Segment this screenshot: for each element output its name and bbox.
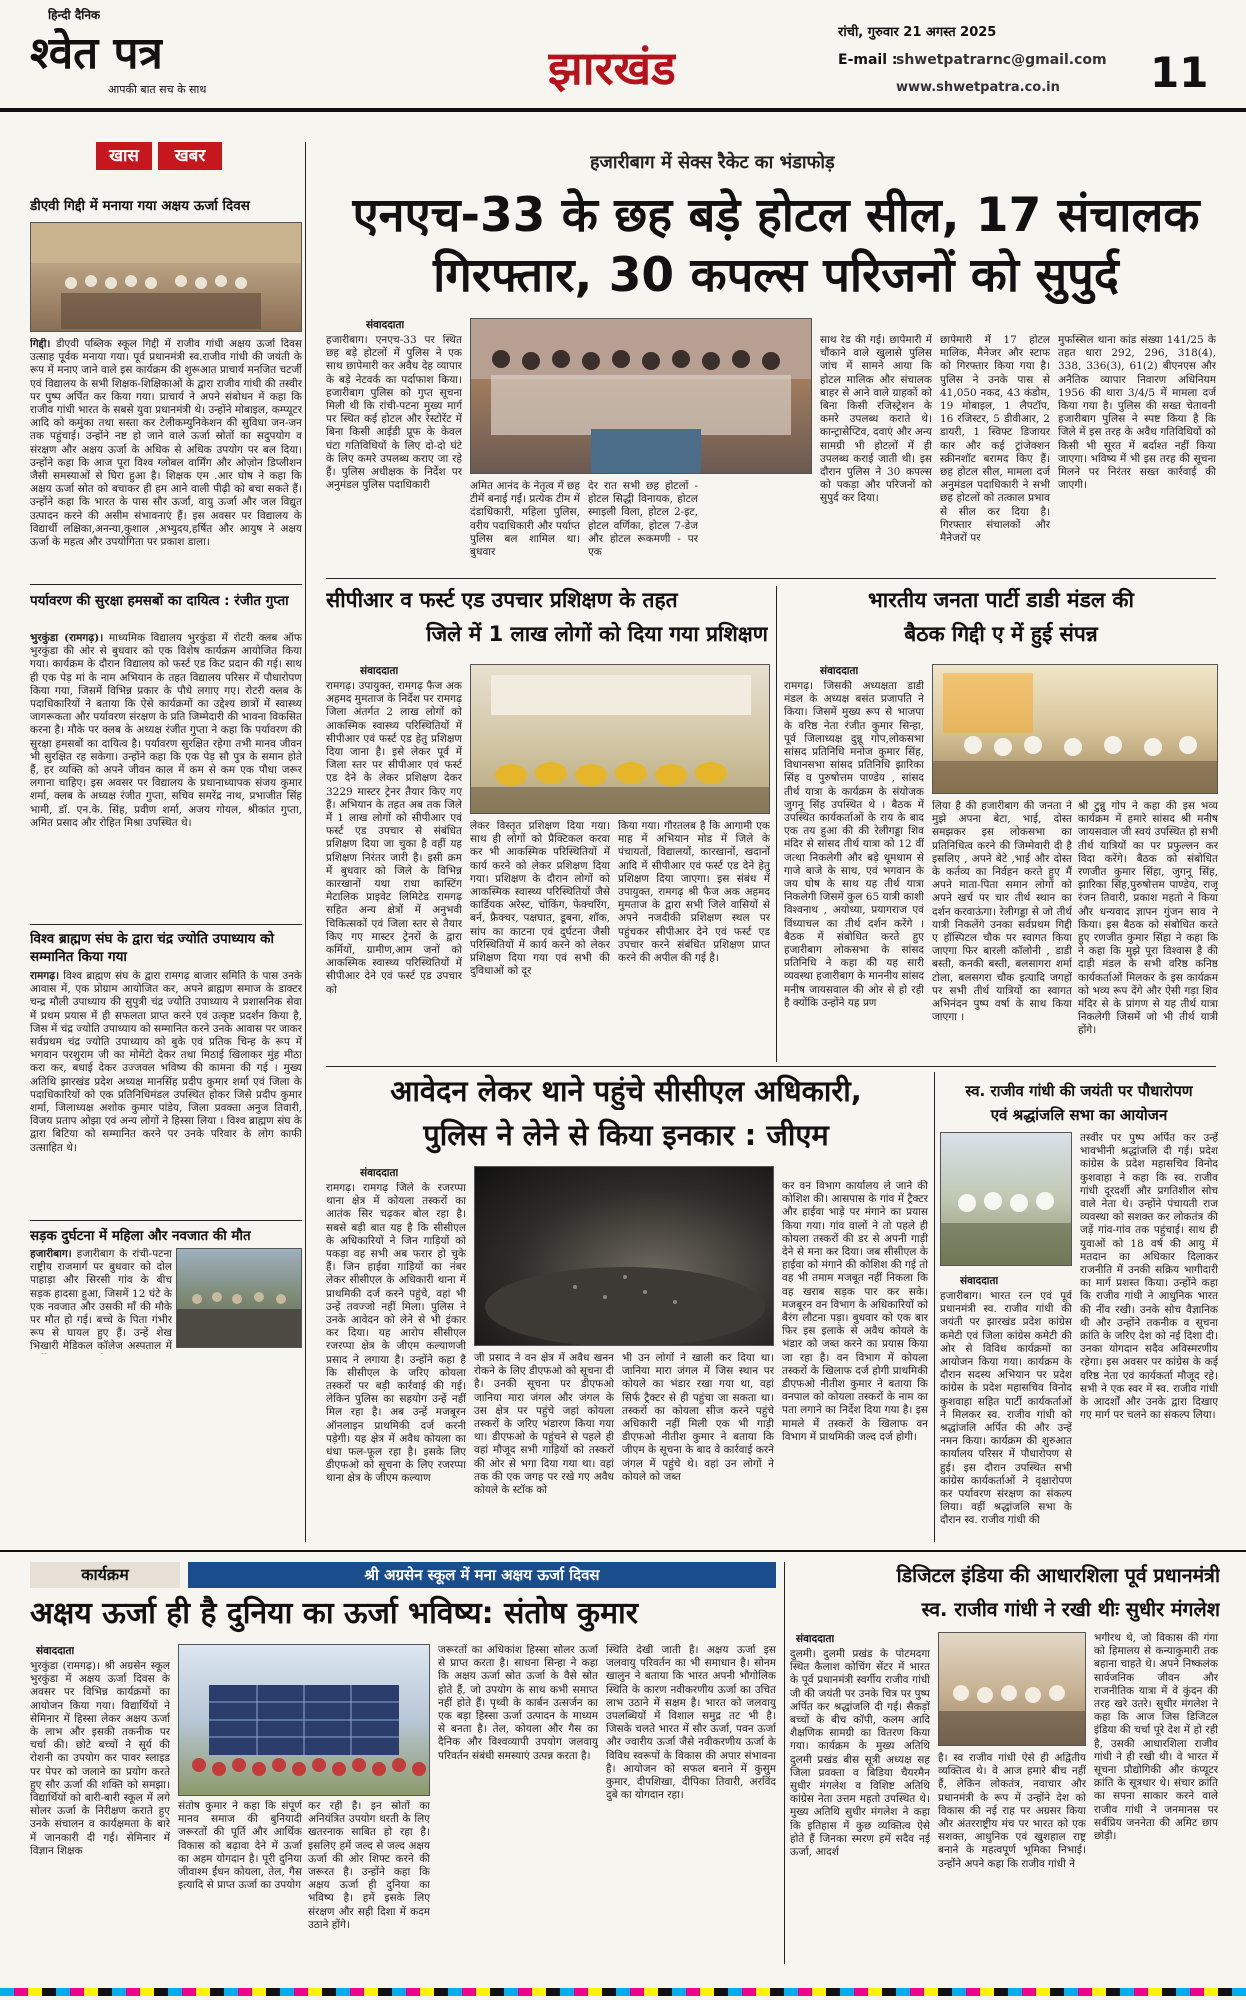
story2-dateline: भुरकुंडा (रामगढ़)। — [30, 632, 104, 644]
coaching-photo — [938, 1632, 1086, 1746]
main-story-col6: मुफस्सिल थाना कांड संख्या 141/25 के तहत धारा 292, 296, 318(4), 338, 336(3), 61(2) बीएनएस और अनैतिक व्यापार निवारण अधिनियम 1956 की धारा 3/4/5 में मामला दर्ज किया गया है। पुलिस की सख्त चेतावनी हजारीबाग पुलिस ने स्पष्ट किया है कि जिले में इस तरह के अवैध गतिविधियों को किसी भी सूरत में बर्दाश्त नहीं किया जाएगा। भविष्य में भी इस तरह की सूचना मिलने पर निरंतर सख्त कार्रवाई की जाएगी। — [1058, 334, 1216, 492]
rajiv-col-right: तस्वीर पर पुष्प अर्पित कर उन्हें भावभीनी श्रद्धांजलि दी गई। प्रदेश कांग्रेस के प्रदेश महासचिव विनोद कुशवाहा ने कहा कि स्व. राजीव गांधी दूरदर्शी और प्रगतिशील सोच वाले नेता थे। उन्होंने पंचायती राज व्यवस्था को सशक्त कर लोकतंत्र की जड़ें गांव-गांव तक पहुंचाई। साथ ही युवाओं को 18 वर्ष की आयु में मतदान का अधिकार दिलाकर राजनीति में उनकी सक्रिय भागीदारी का मार्ग प्रशस्त किया। उन्होंने कहा कि राजीव गांधी ने आधुनिक भारत की नींव रखी। उनके सोच वैज्ञानिक थी और उन्होंने तकनीक व सूचना क्रांति के जरिए देश को नई दिशा दी। उनका योगदान सदैव अविस्मरणीय रहेगा। इस अवसर पर कांग्रेस के कई वरिष्ठ नेता एवं कार्यकर्ता मौजूद रहे। सभी ने एक स्वर में स्व. राजीव गांधी के आदर्शों और उनके द्वारा दिखाए गए मार्ग पर चलने का संकल्प लिया। — [1080, 1132, 1218, 1422]
story1-body — [30, 338, 302, 576]
masthead-label: हिन्दी दैनिक — [48, 8, 101, 22]
bottom-left-col3: कर रही है। इन स्रोतों का अनियंत्रित उपयोग धरती के लिए खतरनाक साबित हो रहा है। इसलिए हमें जल्द से जल्द अक्षय ऊर्जा की ओर शिफ्ट करने की जरूरत है। उन्होंने कहा कि अक्षय ऊर्जा ही दुनिया का भविष्य है। हमें इसके लिए संरक्षण और सही दिशा में कदम उठाने होंगे। — [308, 1800, 430, 1931]
paper-name: श्वेत पत्र — [30, 28, 163, 79]
story3-text: विश्व ब्राह्मण संघ के द्वारा रामगढ़ बाजार समिति के पास उनके आवास में, एक प्रोग्राम आयोजित कर, अपने ब्राह्मण समाज के डाक्टर चन्द्र मौली उपाध्याय की सुपुत्री चंद्र ज्योति उपाध्याय ने प्रशासनिक सेवा में प्रथम प्रयास में ही सफलता प्राप्त करने एवं उत्कृष्ट प्रदर्शन किया है, जिस में चंद्र ज्योति उपाध्याय को सम्मानित करने उनके आवास पर जाकर सर्वप्रथम चंद्र ज्योति उपाध्याय को बुके एवं प्रतिक चिन्ह के रूप में भगवान परशुराम जी का मोमेंटो देकर तथा मिठाई खिलाकर मुंह मीठा करा कर, बधाई देकर उज्जवल भविष्य की कामना की गई । मुख्य अतिथि झारखंड प्रदेश अध्यक्ष मानसिंह प्रदीप कुमार शर्मा एवं जिला के पदाधिकारियों को एक प्रतिनिधिमंडल उपस्थित होकर जिसे प्रदीप कुमार शर्मा, जिलाध्यक्ष अशोक कुमार पांडेय, जिला प्रवक्ता अनुज तिवारी, विजय प्रताप ओझा एवं अन्य लोगों ने हिस्सा लिया । विश्व ब्राह्मण संघ के द्वारा बिटिया को सम्मानित करने पर उनके परिवार के लोग काफी उत्साहित थे। — [30, 970, 302, 1154]
email-label: E-mail : — [838, 52, 898, 68]
bjp-col3: श्री टुन्नु गोप ने कहा की इस भव्य कार्यक्रम में हमारे सांसद श्री मनीष जायसवाल जी स्वयं उपस्थित हो सभी तीर्थ यात्रियों का पर प्रफुल्लन कर विदा करेंगे। बैठक को संबोधित रणजीत कुमार सिंहा, जुगनू सिंह, झारिका सिंह,पुरुषोत्तम पाण्डेय, राजू रंजन तिवारी, प्रकाश महतो ने किया और धन्यवाद ज्ञापन गुंजन साव ने किया। इस बैठक को संबोधित करते हुए रणजीत कुमार सिंहा ने कहा कि ने कहा कि मुझे पूरा विश्वास है की दाड़ी मंडल के सभी वरिष्ठ कनिष्ठ कार्यकर्ताओं मिलकर के इस कार्यक्रम को भव्य रूप देंगे और ऐसी गड़ा शिव मंदिर से के प्रांगण से यह तीर्थ यात्रा निकलेगी जिसमें जो भी तीर्थ यात्री होंगे। — [1078, 800, 1218, 1037]
ccl-byline: संवाददाता — [360, 1167, 399, 1179]
story1-headline: डीएवी गिद्दी में मनाया गया अक्षय ऊर्जा दिवस — [30, 198, 250, 214]
solar-photo — [178, 1644, 430, 1796]
masthead-divider — [0, 108, 1246, 112]
story3-body — [30, 970, 302, 1216]
color-registration-strip — [0, 1980, 1246, 2000]
main-story-photo — [470, 318, 812, 474]
ccl-col4: कर वन विभाग कार्यालय ले जाने की कोशिश की। आसपास के गांव में ट्रैक्टर और हाईवा भाड़े पर मंगाने का प्रयास किया गया। गांव वालों ने तो पहले ही कोयला तस्करों की डर से अपनी गाड़ी देने से मना कर दिया। जब सीसीएल के हाईवा को मंगाने की कोशिश की गई तो वह भी तमाम मजबूत नहीं निकला कि वह खराब सड़क पार कर सके। मजबूरन वन विभाग के अधिकारियों को बैरंग लौटना पड़ा। बुधवार को एक बार फिर इस इलाके से अवैध कोयले के भंडार को जब्त करने का प्रयास किया जा रहा है। वन विभाग में कोयला तस्करों के खिलाफ दर्ज होगी प्राथमिकी डीएफओ नीतीश कुमार ने बताया कि वनपाल को कोयला तस्करों के नाम का पता लगाने का निर्देश दिया गया है। इस मामले में तस्करों के खिलाफ वन विभाग में प्राथमिकी जल्द दर्ज होगी। — [782, 1180, 928, 1443]
mid-rule — [326, 1066, 1216, 1067]
bottom-left-col5: स्थिति देखी जाती है। अक्षय ऊर्जा इस जलवायु परिवर्तन का भी समाधान है। सोनम खालुन ने बताया कि भारत अपनी भौगोलिक स्थिति के कारण नवीकरणीय ऊर्जा का उचित लाभ उठाने में सक्षम है। भारत को जलवायु उपलब्धियों में विशाल समुद्र तट भी है। जिसके चलते भारत में सौर ऊर्जा, पवन ऊर्जा और ज्वारीय ऊर्जा जैसे नवीकरणीय ऊर्जा के विविध स्वरूपों के विकास की अपार संभावना है। आयोजन को सफल बनाने में कुसुम कुमार, दीपशिखा, दीपिका तिवारी, अरविंद दुबे का योगदान रहा। — [606, 1644, 776, 1802]
bjp-headline-line1: भारतीय जनता पार्टी डाडी मंडल की — [868, 588, 1134, 612]
coaching-centre-image — [939, 1633, 1086, 1746]
ccl-headline-line2: पुलिस ने लेने से किया इनकार : जीएम — [423, 1118, 829, 1152]
bjp-meeting-image — [933, 665, 1218, 794]
school-event-image — [31, 223, 302, 332]
story2-text: माध्यमिक विद्यालय भुरकुंडा में रोटरी क्लब ऑफ भुरकुंडा की ओर से बुधवार को एक विशेष कार्यक्रम आयोजित किया गया। कार्यक्रम के दौरान विद्यालय को फर्स्ट एड किट प्रदान की गई। साथ ही एक पेड़ मां के नाम अभियान के तहत विद्यालय परिसर में पौधारोपण किया गया, जिसमें विभिन्न प्रकार के पौधे लगाए गए। रोटरी क्लब के पदाधिकारियों ने बताया कि ऐसे कार्यक्रमों का उद्देश्य छात्रों में स्वास्थ्य जागरूकता और पर्यावरण संरक्षण के प्रति जिम्मेदारी की भावना विकसित करना है। मौके पर क्लब के अध्यक्ष रंजीत गुप्ता ने कहा कि पर्यावरण की सुरक्षा हमसबों का दायित्व है। पर्यावरण सुरक्षित रहेगा तभी मानव जीवन भी सुरक्षित रह सकेगा। उन्होंने कहा कि एक पेड़ सौ पुत्र के समान होते हैं, हर व्यक्ति को अपने जीवन काल में कम से कम एक पौधा जरूर लगाना चाहिए। इस अवसर पर विद्यालय के प्रधानाध्यापक संजय कुमार शर्मा, क्लब के अध्यक्ष रंजीत गुप्ता, सचिव समरेंद्र नाथ, प्रभाजीत सिंह भामी, डॉ. एन.के. सिंह, प्रवीण शर्मा, अजय गोयल, श्रीकांत गुप्ता, अमित प्रसाद और रोहित मिश्रा उपस्थित थे। — [30, 632, 302, 829]
bottom-right-headline-line2: स्व. राजीव गांधी ने रखी थीः सुधीर मंगलेश — [921, 1598, 1220, 1621]
cpr-headline-line2: जिले में 1 लाख लोगों को दिया गया प्रशिक्षण — [426, 622, 768, 646]
main-story-headline-line2: गिरफ्तार, 30 कपल्स परिजनों को सुपुर्द — [433, 248, 1119, 303]
arrested-group-image — [471, 319, 812, 474]
tribute-ceremony-image — [941, 1133, 1072, 1266]
cpr-col1: रामगढ़। उपायुक्त, रामगढ़ फैज अक अहमद मुमताज के निर्देश पर रामगढ़ जिला अंतर्गत 2 लाख लोगों को आकस्मिक स्वास्थ्य परिस्थितियों में सीपीआर एवं फर्स्ट एड हेतु प्रशिक्षण दिया जाना है। इसे लेकर पूर्व में जिला स्तर पर सीपीआर एवं फर्स्ट एड देने के लेकर प्रशिक्षण देकर 3229 मास्टर ट्रेनर तैयार किए गए हैं। अभियान के तहत अब तक जिले में 1 लाख लोगों को सीपीआर एवं फर्स्ट एड उपचार से संबंधित प्रशिक्षण दिया जा चुका है वहीं यह प्रशिक्षण निरंतर जारी है। इसी क्रम में बुधवार को जिले के विभिन्न कारखानों यथा राधा कास्टिंग मेटालिक प्राइवेट लिमिटेड रामगढ़ सहित अन्य क्षेत्रों में अनुभवी चिकित्सकों एवं जिला स्तर से तैयार किए गए मास्टर ट्रेनरों के द्वारा कर्मियों, ग्रामीण,आम जनों को आकस्मिक स्वास्थ्य परिस्थितियों में सीपीआर देने एवं फर्स्ट एड उपचार को — [326, 680, 462, 996]
story4-body-left — [30, 1248, 172, 1354]
story4-headline: सड़क दुर्घटना में महिला और नवजात की मौत — [30, 1228, 251, 1244]
dateline: रांची, गुरुवार 21 अगस्त 2025 — [838, 25, 997, 40]
story2-headline: पर्यावरण की सुरक्षा हमसबों का दायित्व : रंजीत गुप्ता — [30, 593, 289, 609]
left-divider-3 — [30, 1220, 302, 1221]
bottom-right-col1: दुलमी। दुलमी प्रखंड के पोटमदगा स्थित कैलाश कोचिंग सेंटर में भारत के पूर्व प्रधानमंत्री स्वर्गीय राजीव गांधी जी की जयंती पर उनके चित्र पर पुष्प अर्पित कर श्रद्धांजलि दी गई। सैकड़ों बच्चों के बीच कॉपी, कलम आदि शैक्षणिक सामग्री का वितरण किया गया। कार्यक्रम के मुख्य अतिथि दुलमी प्रखंड बीस सूत्री अध्यक्ष सह जिला प्रवक्ता व बिडिया चैयरमैन सुधीर मंगलेश व विशिष्ट अतिथि कांग्रेस नेता उत्तम महतो उपस्थित थे। मुख्य अतिथि सुधीर मंगलेश ने कहा कि इतिहास में कुछ व्यक्तित्व ऐसे होते हैं जिनका स्मरण हमें सदैव नई ऊर्जा, आदर्श — [790, 1648, 930, 1859]
rajiv-headline-line1: स्व. राजीव गांधी की जयंती पर पौधारोपण — [965, 1082, 1193, 1100]
main-story-byline: संवाददाता — [366, 319, 405, 331]
cpr-col2: लेकर विस्तृत प्रशिक्षण दिया गया। साथ ही लोगों को प्रैक्टिकल करवा कर भी आकस्मिक परिस्थितियों में कार्य करने को लेकर प्रशिक्षण दिया गया। प्रशिक्षण के दौरान लोगों को आकस्मिक स्वास्थ्य परिस्थितियों जैसे कार्डियक अरेस्ट, चोकिंग, फेक्चरिंग, बर्न, फ्रैक्चर, पक्षघात, डूबना, शॉक, सांप का काटना एवं दुर्घटना जैसी परिस्थितियों में कार्य करने को लेकर प्रशिक्षण दिया गया एवं सभी की दुविधाओं को दूर — [470, 820, 610, 978]
khas-label: खास — [96, 142, 152, 170]
bottom-divider — [784, 1562, 785, 1964]
coal-stockpile-image — [475, 1167, 774, 1346]
main-story-kicker: हजारीबाग में सेक्स रैकेट का भंडाफोड़ — [590, 152, 835, 173]
ccl-col3: भी उन लोगों ने खाली कर दिया था। जानिया मारा जंगल में जिस स्थान पर कोयले का भंडार रखा गया था, वहां सिर्फ ट्रैक्टर से ही पहुंचा जा सकता था। तस्करों का कोयला सीज करने पहुंचे अधिकारी नहीं मिली एक भी गाड़ी डीएफओ नीतीश कुमार ने बताया कि जीएम के सूचना के बाद वे कार्रवाई करने जंगल में पहुंचे थे। वहां उन लोगों ने कोयले को जब्त — [622, 1352, 774, 1483]
bjp-byline: संवाददाता — [820, 665, 859, 677]
karyakram-tag: कार्यक्रम — [30, 1562, 180, 1588]
khas-khabar-tag — [96, 142, 228, 170]
website-link[interactable]: www.shwetpatra.co.in — [896, 80, 1060, 95]
main-story-bottom-rule — [326, 578, 1216, 579]
cpr-byline: संवाददाता — [360, 665, 399, 677]
left-divider-1 — [30, 584, 302, 585]
story4-photo — [176, 1248, 302, 1348]
page-number: 11 — [1150, 48, 1209, 97]
story1-photo — [30, 222, 302, 332]
bottom-section-rule — [0, 1550, 1246, 1552]
bottom-right-col3: भगीरथ थे, जो विकास की गंगा को हिमालय से कन्याकुमारी तक बहाना चाहते थे। अपने निष्कलंक सार्वजनिक जीवन और राजनीतिक यात्रा में वे कुंदन की तरह खरे उतरे। सुधीर मंगलेश ने कहा कि आज जिस डिजिटल इंडिया की चर्चा पूरे देश में हो रही है, उसकी आधारशिला राजीव गांधी ने ही रखी थी। वे भारत में सूचना प्रौद्योगिकी और कंप्यूटर क्रांति के सूत्रधार थे। संचार क्रांति का सपना साकार करने वाले राजीव गांधी ने जनमानस पर सर्वप्रिय जननेता की अमिट छाप छोड़ी। — [1094, 1632, 1218, 1843]
rajiv-photo — [940, 1132, 1072, 1266]
bottom-left-col4: जरूरतों का अधिकांश हिस्सा सोलर ऊर्जा से प्राप्त करता है। साधना सिन्हा ने कहा कि अक्षय ऊर्जा स्रोत ऊर्जा के वैसे स्रोत होते हैं, जो उपयोग के साथ कभी समाप्त नहीं होते हैं। पृथ्वी के कार्बन उत्सर्जन का एक बड़ा हिस्सा ऊर्जा उत्पादन के माध्यम से बनता है। तेल, कोयला और गैस का दैनिक और विश्वव्यापी उपयोग जलवायु परिवर्तन संबंधी समस्याएं उत्पन्न करता है। — [438, 1644, 598, 1762]
bottom-left-headline: अक्षय ऊर्जा ही है दुनिया का ऊर्जा भविष्य: संतोष कुमार — [30, 1596, 639, 1631]
left-column-divider — [305, 142, 306, 1542]
main-story-headline-line1: एनएच-33 के छह बड़े होटल सील, 17 संचालक — [352, 188, 1200, 243]
cpr-col3: किया गया। गौरतलब है कि आगामी एक माह में अभियान मोड में जिले के पंचायतों, विद्यालयों, कारखानों, खदानों आदि में सीपीआर एवं फर्स्ट एड देने हेतु प्रशिक्षण दिया जाएगा। इस संबंध में उपायुक्त, रामगढ़ श्री फैज अक अहमद मुमताज के द्वारा सभी जिले वासियों से अपने नजदीकी प्रशिक्षण स्थल पर पहुंचकर सीपीआर देने एवं फर्स्ट एड उपचार करने संबंधित प्रशिक्षण प्राप्त करने की अपील की गई है। — [618, 820, 770, 965]
cpr-bjp-divider — [776, 586, 777, 1062]
masthead — [0, 0, 1246, 112]
story1-text: डीएवी पब्लिक स्कूल गिद्दी में राजीव गांधी अक्षय ऊर्जा दिवस उत्साह पूर्वक मनाया गया। पूर्व प्रधानमंत्री स्व.राजीव गांधी की जयंती के रूप में मनाए जाने वाले इस कार्यक्रम की शुरूआत प्राचार्य मनजित चटर्जी एवं विद्यालय के सभी शिक्षक-शिक्षिकाओं के द्वारा राजीव गांधी की तस्वीर पर पुष्प अर्पित कर किया गया। प्राचार्य ने अपने संबोधन में कहा कि राजीव गांधी भारत के सबसे युवा प्रधानमंत्री थे। उन्होंने मोबाइल, कम्प्यूटर आदि को कमुंका तथा सस्ता कर टेलीकम्युनिकेशन की सुविधा जन-जन तक पहुंचाई। उन्होंने नष्ट हो जाने वाले ऊर्जा स्रोतों का सदुपयोग व संरक्षण और अक्षय ऊर्जा के अधिक से अधिक उपयोग पर बल दिया। उन्होंने कहा कि आज पूरा विश्व ग्लोबल वार्मिंग और ओज़ोन डिप्लीशन जैसी समस्याओं से घिरा हुआ है। शिक्षक एम .आर घोष ने कहा कि अक्षय ऊर्जा स्रोत को बचाकर ही हम आने वाली पीढ़ी को बचा सकते हैं। उन्होंने कहा कि भारत के पास सौर ऊर्जा, वायु ऊर्जा और जल विद्युत उत्पादन करने की असीम संभावनाएं हैं। इस अवसर पर विद्यालय के विद्यार्थी लक्षिका,अनन्या,कुशाल ,अभ्युदय,हर्षित और आयुष ने अक्षय ऊर्जा के महत्व और उपयोगिता पर प्रकाश डाला। — [30, 338, 302, 549]
bottom-right-headline-line1: डिजिटल इंडिया की आधारशिला पूर्व प्रधानमंत्री — [896, 1564, 1220, 1587]
cpr-training-image — [471, 665, 770, 814]
main-story-col3: देर रात सभी छह होटलों - होटल सिद्धी विनायक, होटल स्माइली विला, होटल 2-इट, होटल वर्णिका, होटल 7-डेज और होटल रूकमणी - पर एक — [588, 480, 698, 559]
story2-body — [30, 632, 302, 920]
ccl-photo — [474, 1166, 774, 1346]
bjp-col2: लिया है की हजारीबाग की जनता ने मुझे अपना बेटा, भाई, दोस्त समझकर इस लोकसभा का प्रतिनिधित्व करने की जिम्मेवारी दी है इसलिए , अपने बेटे ,भाई और दोस्त के कर्तव्य का निर्वहन करते हुए मैं अपने माता-पिता समान लोगों को अपने खर्च पर चार तीर्थ स्थान का दर्शन करवाऊंगा। रेलीगड्डा से जो तीर्थ यात्री निकलेंगे उनका सर्वप्रथम गिद्दी ए हॉस्पिटल चौक पर स्वागत किया जाएगा फिर बारली कॉलोनी , डाडी बस्ती, कनकी बस्ती, बलसागरा शर्मा टोला, बलसगरा चौक इत्यादि जगहों पर सभी तीर्थ यात्रियों का स्वागत अभिनंदन पुष्प वर्षा के साथ किया जाएगा । — [932, 800, 1072, 1024]
ccl-col1: रामगढ़। रामगढ़ जिले के रजरप्पा थाना क्षेत्र में कोयला तस्करों का आतंक सिर चढ़कर बोल रहा है। सबसे बड़ी बात यह है कि सीसीएल के अधिकारियों ने जिन गाड़ियों को पकड़ा वह सभी अब फरार हो चुके हैं। जिन हाईवा गाड़ियों का नंबर लेकर सीसीएल के अधिकारी थाना में प्राथमिकी दर्ज करने पहुंचे, वहां भी उन्हें तवज्जो नहीं मिला। पुलिस ने उनके आवेदन को लेने से भी इंकार कर दिया। यह आरोप सीसीएल रजरप्पा क्षेत्र के जीएम कल्याणजी प्रसाद ने लगाया है। उन्होंने कहा है कि सीसीएल के जरिए कोयला तस्करों पर बड़ी कार्रवाई की गई। लेकिन पुलिस का सहयोग उन्हें नहीं मिल रहा है। अब उन्हें मजबूरन ऑनलाइन प्राथमिकी दर्ज करनी पड़ेगी। यह क्षेत्र में अवैध कोयला का धंधा फल-फूल रहा है। इसके लिए डीएफओ को सूचना के लिए रजरप्पा थाना क्षेत्र के जीएम कल्याण — [326, 1182, 466, 1485]
story1-dateline: गिद्दी। — [30, 338, 51, 350]
main-story-col5: छापेमारी में 17 होटल मालिक, मैनेजर और स्टाफ को गिरफ्तार किया गया है। पुलिस ने उनके पास से 41,050 नकद, 43 कंडोम, 19 मोबाइल, 1 लैपटॉप, 16 रजिस्टर, 5 डीवीआर, 2 डायरी, 1 स्विफ्ट डिजायर कार और कई ट्रांजेक्शन स्क्रीनशॉट बरामद किए हैं। छह होटल सील, मामला दर्ज अनुमंडल पदाधिकारी ने सभी छह होटलों को तत्काल प्रभाव से सील कर दिया है। गिरफ्तार संचालकों और मैनेजरों पर — [940, 334, 1050, 545]
ccl-headline-line1: आवेदन लेकर थाने पहुंचे सीसीएल अधिकारी, — [390, 1074, 862, 1108]
ccl-col2: जी प्रसाद ने वन क्षेत्र में अवैध खनन रोकने के लिए डीएफओ को सूचना दी है। उनकी सूचना पर डीएफओ जानिया मारा जंगल और जंगल के उस क्षेत्र पर पहुंचे जहां कोयला तस्करों के जरिए भंडारण किया गया था। डीएफओ के पहुंचने से पहले ही वहां मौजूद सभी गाड़ियों को तस्करों की ओर से भगा दिया गया था। वहां तक की एक जगह पर रखे गए अवैध कोयले के स्टॉक को — [474, 1352, 614, 1497]
bjp-col1: रामगढ़। जिसकी अध्यक्षता डाडी मंडल के अध्यक्ष बसंत प्रजापति ने किया। जिसमें मुख्य रूप से भाजपा के वरिष्ठ नेता रंजीत कुमार सिन्हा, पूर्व जिलाध्यक्ष दुन्नू गोप,लोकसभा सांसद प्रतिनिधि मनोज कुमार सिंह, विधानसभा सांसद प्रतिनिधि झारिका सिंह व पुरुषोत्तम पाण्डेय , सांसद तीर्थ यात्रा के कार्यक्रम के संयोजक जुगनू सिंह उपस्थित थे । बैठक में उपस्थित कार्यकर्ताओं के राय के बाद एक तय हुआ की की रेलीगड्डा शिव मंदिर से सांसद तीर्थ यात्रा को 12 वीं जत्था निकलेगी और बड़े धूमधाम से गाजे बाजे के साथ, एवं भगवान के जय घोष के साथ यह तीर्थ यात्रा निकलेगी जिसमें कुल 65 यात्री काशी विश्वनाथ , अयोध्या, प्रयागराज एवं विंध्याचल का तीर्थ दर्शन करेंगे । बैठक में संबोधित करते हुए हजारीबाग लोकसभा के सांसद प्रतिनिधि ने कहा की यह सारी व्यवस्था हजारीबाग के माननीय सांसद मनीष जायसवाल की ओर से हो रही है क्योंकि उन्होंने यह प्रण — [784, 680, 924, 1009]
bottom-right-col2: है। स्व राजीव गांधी ऐसे ही अद्वितीय व्यक्तित्व थे। वे आज हमारे बीच नहीं हैं, लेकिन लोकतंत्र, नवाचार और प्रधानमंत्री के रूप में उन्होंने देश को विकास की नई राह पर अग्रसर किया और अंतरराष्ट्रीय मंच पर भारत को एक सशक्त, आधुनिक एवं खुशहाल राष्ट्र बनाने के महत्वपूर्ण भूमिका निभाई। उन्होंने अपने कहा कि राजीव गांधी ने — [938, 1752, 1086, 1870]
story3-headline: विश्व ब्राह्मण संघ के द्वारा चंद्र ज्योति उपाध्याय को सम्मानित किया गया — [30, 931, 275, 965]
main-story-col1: हजारीबाग। एनएच-33 पर स्थित छह बड़े होटलों में पुलिस ने एक साथ छापेमारी कर अवैध देह व्यापार के बड़े नेटवर्क का पर्दाफाश किया। हजारीबाग पुलिस को गुप्त सूचना मिली थी कि रांची-पटना मुख्य मार्ग पर स्थित कई होटल और रेस्टोरेंट में बिना किसी आईडी प्रूफ के केवल घंटा गतिविधियों के लिए दो-दो घंटे के लिए कमरे उपलब्ध कराए जा रहे हैं। पुलिस अधीक्षक के निर्देश पर अनुमंडल पुलिस पदाधिकारी — [326, 334, 462, 492]
rajiv-col-left: हजारीबाग। भारत रत्न एवं पूर्व प्रधानमंत्री स्व. राजीव गांधी की जयंती पर झारखंड प्रदेश कांग्रेस कमेटी एवं जिला कांग्रेस कमेटी की ओर से विविध कार्यक्रमों का आयोजन किया गया। कार्यक्रम के दौरान सदस्य अभियान पर प्रदेश कांग्रेस के प्रदेश महासचिव विनोद कुशवाहा सहित पार्टी कार्यकर्ताओं ने मिलकर स्व. राजीव गांधी को श्रद्धांजलि अर्पित की और उन्हें नमन किया। कार्यक्रम की शुरुआत कार्यालय परिसर में पौधारोपण से हुई। इस दौरान उपस्थित सभी कांग्रेस कार्यकर्ताओं ने वृक्षारोपण कर पर्यावरण संरक्षण का संकल्प लिया। वहीं श्रद्धांजलि सभा के दौरान स्व. राजीव गांधी की — [940, 1290, 1072, 1527]
story4-dateline: हजारीबाग। — [30, 1248, 72, 1260]
bjp-photo — [932, 664, 1218, 794]
bottom-right-byline: संवाददाता — [796, 1633, 835, 1645]
left-divider-2 — [30, 924, 302, 925]
rajiv-headline-line2: एवं श्रद्धांजलि सभा का आयोजन — [990, 1106, 1168, 1124]
main-story-col2: अमित आनंद के नेतृत्व में छह टीमें बनाई गईं। प्रत्येक टीम में दंडाधिकारी, महिला पुलिस, वरीय पदाधिकारी और पर्याप्त पुलिस बल शामिल था। बुधवार — [470, 480, 580, 559]
bottom-left-byline: संवाददाता — [36, 1645, 75, 1657]
cpr-headline-line1: सीपीआर व फर्स्ट एड उपचार प्रशिक्षण के तहत — [326, 588, 678, 612]
agrasen-banner: श्री अग्रसेन स्कूल में मना अक्षय ऊर्जा दिवस — [188, 1562, 776, 1588]
section-title: झारखंड — [548, 41, 676, 95]
main-story-col4: साथ रेड की गई। छापेमारी में चौंकाने वाले खुलासे पुलिस जांच में सामने आया कि होटल मालिक और संचालक बाहर से आने वाले ग्राहकों को बिना किसी रजिस्ट्रेशन के कमरे उपलब्ध कराते थे। कान्ट्रासेप्टिव, दवाएं और अन्य सामग्री भी होटलों में ही उपलब्ध कराई जाती थी। इस दौरान पुलिस ने 30 कपल्स को पकड़ा और परिजनों को सुपुर्द कर दिया। — [820, 334, 932, 505]
email-link[interactable]: shwetpatrarnc@gmail.com — [896, 52, 1107, 68]
rajiv-byline: संवाददाता — [960, 1275, 999, 1287]
story4-text-intro: हजारीबाग के रांची-पटना राष्ट्रीय राजमार्ग पर बुधवार को दोल पाहाड़ा और सिरसी गांव के बीच सड़क हादसा हुआ, जिसमें 12 घंटे के एक नवजात और उसकी माँ की मौके पर मौत हो गई। बच्चे के पिता गंभीर रूप से घायल हुए हैं। उन्हें शेख भिखारी मेडिकल कॉलेज अस्पताल में — [30, 1248, 172, 1353]
story3-dateline: रामगढ़। — [30, 970, 60, 982]
bjp-headline-line2: बैठक गिद्दी ए में हुई संपन्न — [904, 622, 1098, 646]
masthead-tagline: आपकी बात सच के साथ — [108, 83, 207, 96]
solar-panels-students-image — [179, 1645, 430, 1796]
ccl-rajiv-divider — [934, 1072, 935, 1542]
khabar-label: खबर — [158, 142, 222, 170]
bottom-left-col2: संतोष कुमार ने कहा कि संपूर्ण मानव समाज की बुनियादी जरूरतों की पूर्ति और आर्थिक विकास को बढ़ावा देने में ऊर्जा का अहम योगदान है। पूरी दुनिया जीवाश्म ईंधन कोयला, तेल, गैस इत्यादि से प्राप्त ऊर्जा का उपयोग — [178, 1800, 302, 1892]
road-accident-image — [177, 1249, 302, 1348]
cpr-photo — [470, 664, 770, 814]
bottom-left-col1: भुरकुंडा (रामगढ़)। श्री अग्रसेन स्कूल भुरकुंडा में अक्षय ऊर्जा दिवस के अवसर पर विभिन्न कार्यक्रमों का आयोजन किया गया। विद्यार्थियों ने सेमिनार में हिस्सा लेकर अक्षय ऊर्जा के लाभ और इसकी तकनीक पर चर्चा की। छोटे बच्चों ने सूर्य की रोशनी का उपयोग कर पावर स्लाइड पर पेपर को जलाने का प्रयोग करते हुए सौर ऊर्जा की शक्ति को समझा। विद्यार्थियों को बारी-बारी स्कूल में लगे सोलर ऊर्जा के निरीक्षण कराते हुए उनके संचालन व कार्यक्षमता के बारे में जानकारी दी गई। सेमिनार में विज्ञान शिक्षक — [30, 1660, 170, 1857]
